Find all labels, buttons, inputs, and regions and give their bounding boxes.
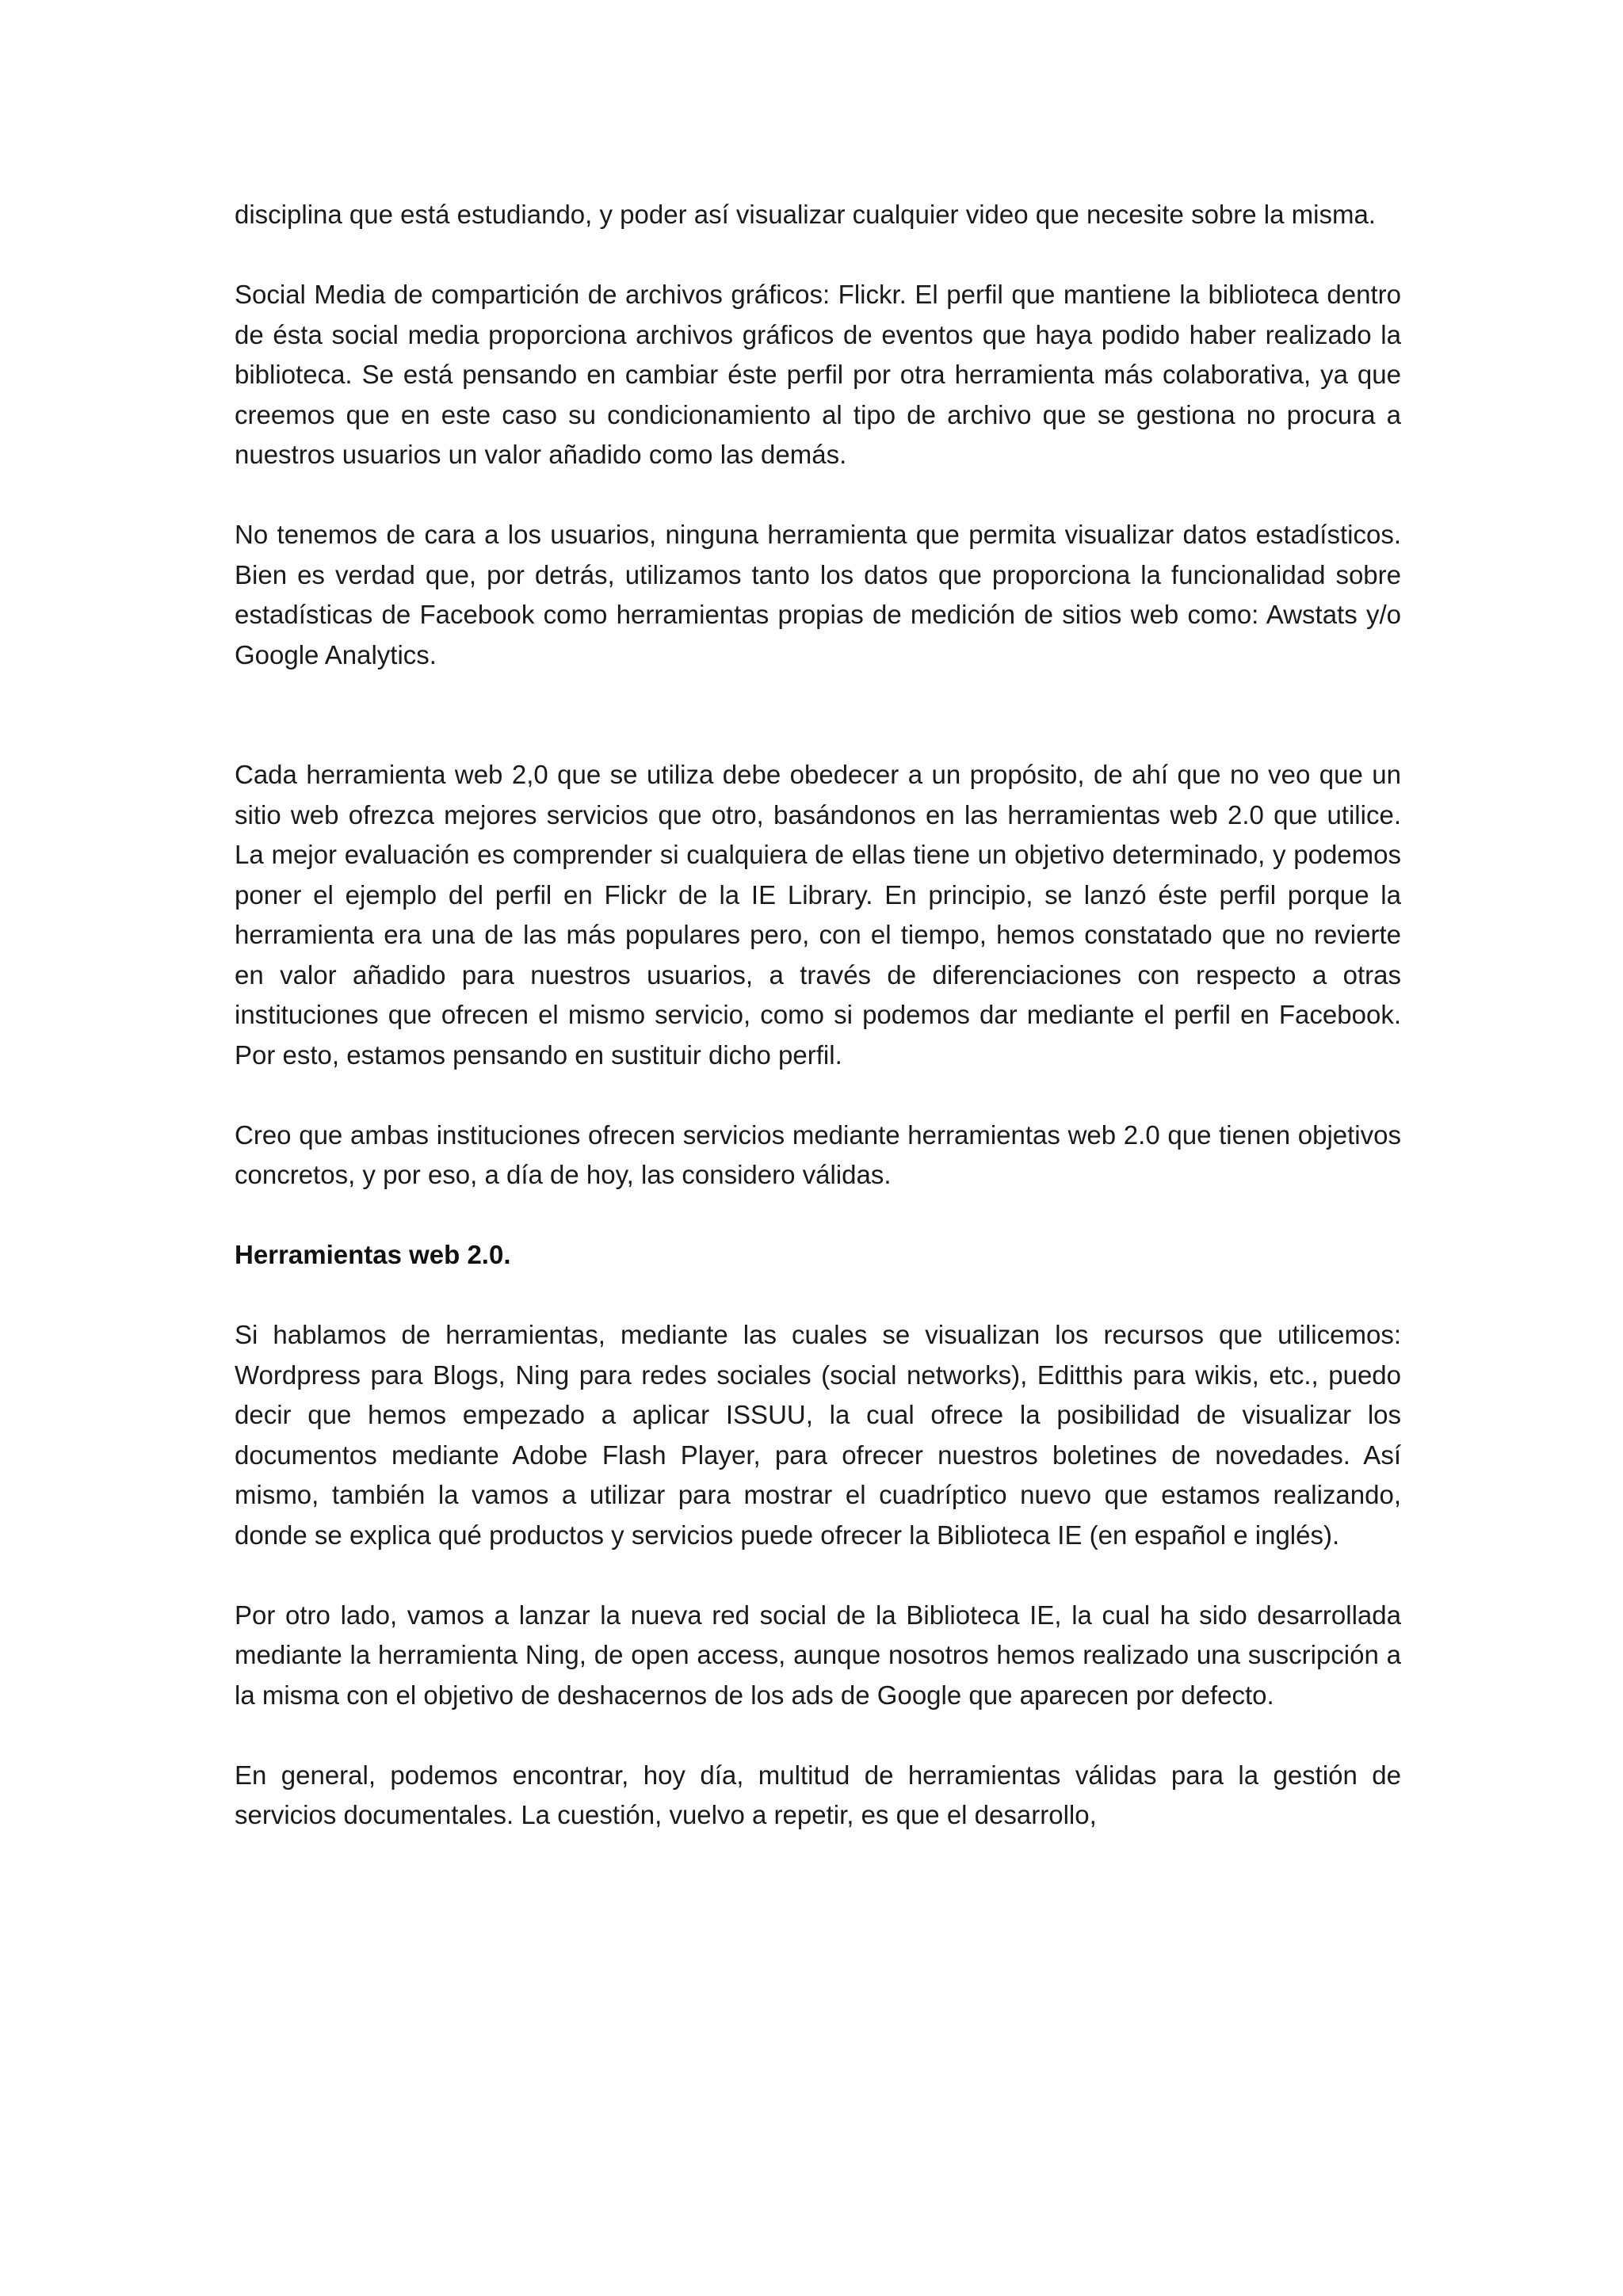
document-body <box>235 195 1401 1875</box>
paragraph-general: En general, podemos encontrar, hoy día, multitud de herramientas válidas para la gestión de servicios documentales. La cuestión, vuelvo a repetir, es que el desarrollo, <box>235 1760 1401 1829</box>
paragraph-institutions: Creo que ambas instituciones ofrecen servicios mediante herramientas web 2.0 que tienen objetivos concretos, y por eso, a día de hoy, las considero válidas. <box>235 1119 1401 1189</box>
paragraph-flickr: Social Media de compartición de archivos gráficos: Flickr. El perfil que mantiene la biblioteca dentro de ésta social media proporciona archivos gráficos de eventos que haya podido haber realizado la biblioteca. Se está pensando en cambiar éste perfil por otra herramienta más colaborativa, ya que creemos que en este caso su condicionamiento al tipo de archivo que se gestiona no procura a nuestros usuarios un valor añadido como las demás. <box>235 280 1401 469</box>
paragraph-statistics: No tenemos de cara a los usuarios, ninguna herramienta que permita visualizar datos estadísticos. Bien es verdad que, por detrás, utilizamos tanto los datos que proporciona la funcionalidad sobre estadísticas de Facebook como herramientas propias de medición de sitios web como: Awstats y/o Google Analytics. <box>235 520 1401 669</box>
section-heading-web-tools: Herramientas web 2.0. <box>235 1240 511 1269</box>
paragraph-issuu: Si hablamos de herramientas, mediante las cuales se visualizan los recursos que utilicemos: Wordpress para Blogs, Ning para redes sociales (social networks), Editthis para wikis, etc., puedo decir que hemos empezado a aplicar ISSUU, la cual ofrece la posibilidad de visualizar los documentos mediante Adobe Flash Player, para ofrecer nuestros boletines de novedades. Así mismo, también la vamos a utilizar para mostrar el cuadríptico nuevo que estamos realizando, donde se explica qué productos y servicios puede ofrecer la Biblioteca IE (en español e inglés). <box>235 1320 1401 1550</box>
paragraph-video-discipline: disciplina que está estudiando, y poder así visualizar cualquier video que necesite sobre la misma. <box>235 200 1376 229</box>
paragraph-ning: Por otro lado, vamos a lanzar la nueva red social de la Biblioteca IE, la cual ha sido desarrollada mediante la herramienta Ning, de open access, aunque nosotros hemos realizado una suscripción a la misma con el objetivo de deshacernos de los ads de Google que aparecen por defecto. <box>235 1600 1401 1710</box>
paragraph-tool-purpose: Cada herramienta web 2,0 que se utiliza debe obedecer a un propósito, de ahí que no veo que un sitio web ofrezca mejores servicios que otro, basándonos en las herramientas web 2.0 que utilice. La mejor evaluación es comprender si cualquiera de ellas tiene un objetivo determinado, y podemos poner el ejemplo del perfil en Flickr de la IE Library. En principio, se lanzó éste perfil porque la herramienta era una de las más populares pero, con el tiempo, hemos constatado que no revierte en valor añadido para nuestros usuarios, a través de diferenciaciones con respecto a otras instituciones que ofrecen el mismo servicio, como si podemos dar mediante el perfil en Facebook. Por esto, estamos pensando en sustituir dicho perfil. <box>235 760 1401 1070</box>
